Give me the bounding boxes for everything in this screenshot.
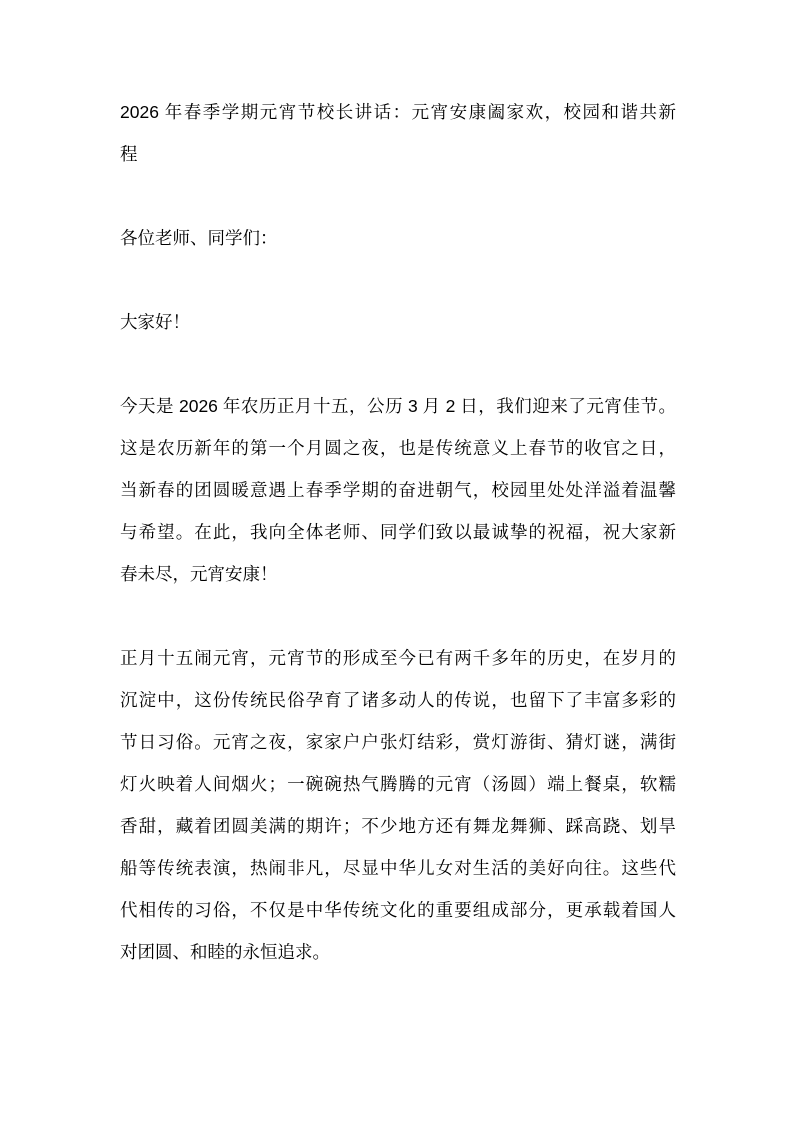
text-line: 船等传统表演，热闹非凡，尽显中华儿女对生活的美好向往。这些代 xyxy=(120,858,676,878)
text-line: 当新春的团圆暖意遇上春季学期的奋进朝气，校园里处处洋溢着温馨 xyxy=(120,480,676,500)
text-line: 春未尽，元宵安康！ xyxy=(120,564,278,584)
text-line: 程 xyxy=(120,144,138,164)
salutation xyxy=(120,217,676,259)
document-title xyxy=(120,91,676,175)
text-line: 代相传的习俗，不仅是中华传统文化的重要组成部分，更承载着国人 xyxy=(120,900,676,920)
text-line: 与希望。在此，我向全体老师、同学们致以最诚挚的祝福，祝大家新 xyxy=(120,522,676,542)
numeric-text: 2026 xyxy=(120,102,159,122)
paragraph xyxy=(120,637,676,973)
numeric-text: 3 xyxy=(408,396,418,416)
greeting xyxy=(120,301,676,343)
numeric-text: 2026 xyxy=(178,396,218,416)
text-line: 对团圆、和睦的永恒追求。 xyxy=(120,942,330,962)
numeric-text: 2 xyxy=(445,396,456,416)
text-line: 沉淀中，这份传统民俗孕育了诸多动人的传说，也留下了丰富多彩的 xyxy=(120,690,676,710)
text-line: 今天是 2026 年农历正月十五，公历 3 月 2 日，我们迎来了元宵佳节。 xyxy=(120,396,676,416)
text-line: 香甜，藏着团圆美满的期许；不少地方还有舞龙舞狮、踩高跷、划旱 xyxy=(120,816,676,836)
text-line: 2026 年春季学期元宵节校长讲话：元宵安康阖家欢，校园和谐共新 xyxy=(120,102,676,122)
text-line: 这是农历新年的第一个月圆之夜，也是传统意义上春节的收官之日， xyxy=(120,438,676,458)
text-line: 大家好！ xyxy=(120,312,190,332)
paragraph xyxy=(120,385,676,595)
text-line: 正月十五闹元宵，元宵节的形成至今已有两千多年的历史，在岁月的 xyxy=(120,648,676,668)
text-line: 灯火映着人间烟火；一碗碗热气腾腾的元宵（汤圆）端上餐桌，软糯 xyxy=(120,774,676,794)
text-line: 节日习俗。元宵之夜，家家户户张灯结彩，赏灯游街、猜灯谜，满街 xyxy=(120,732,676,752)
text-line: 各位老师、同学们： xyxy=(120,228,278,248)
